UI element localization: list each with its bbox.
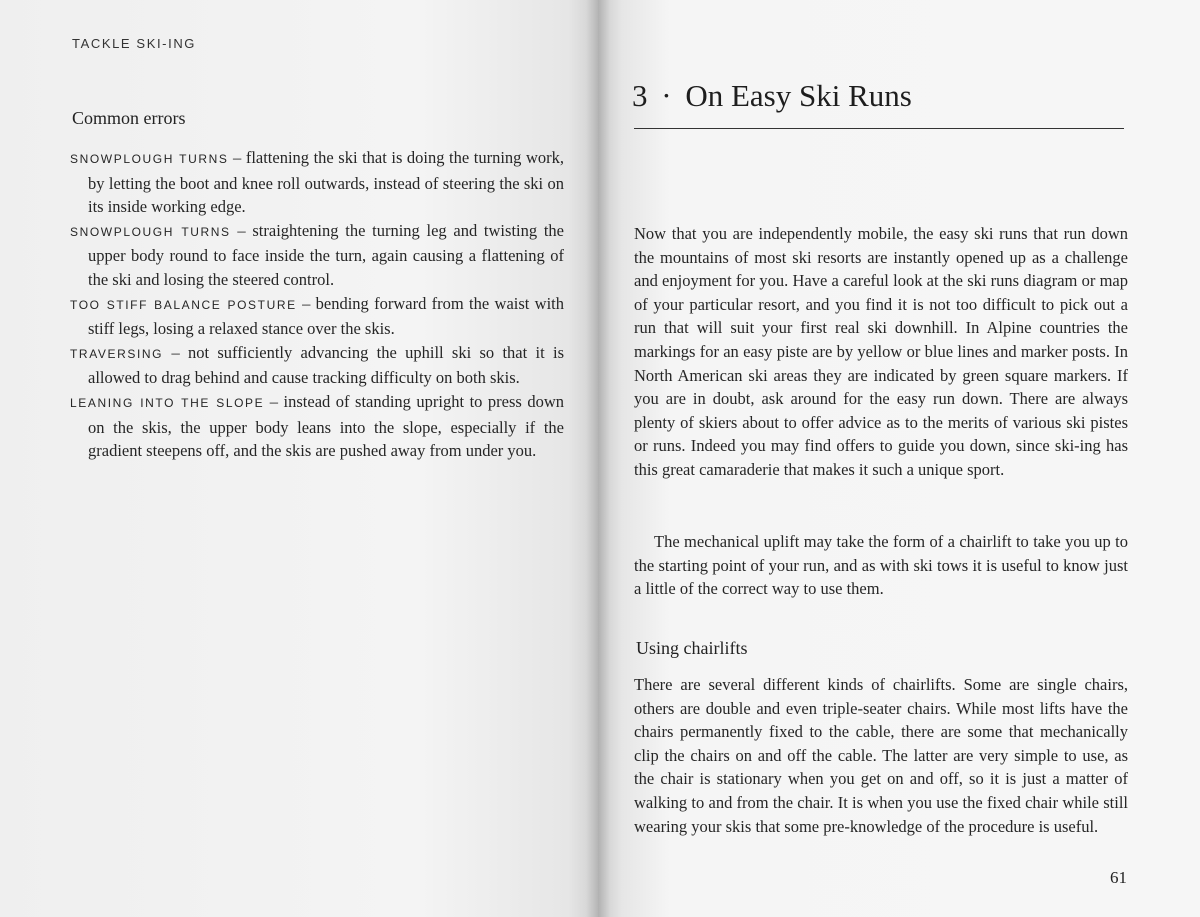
error-text: – flattening the ski that is doing the turning work, by letting the boot and knee roll outwards, instead of steering the ski on its inside working edge.	[88, 148, 564, 217]
chapter-rule	[634, 128, 1124, 129]
common-errors-heading: Common errors	[72, 108, 186, 128]
paragraph-uplift: The mechanical uplift may take the form of a chairlift to take you up to the starting point of your run, and as with ski tows it is useful to know just a little of the correct way to use them.	[634, 532, 1128, 599]
error-item	[70, 390, 564, 463]
error-term: SNOWPLOUGH TURNS	[70, 152, 229, 166]
error-item	[70, 146, 564, 219]
paragraph-chairlifts: There are several different kinds of chairlifts. Some are single chairs, others are double and even triple-seater chairs. While most lifts have the chairs permanently fixed to the cable, there are some that mechanically clip the chairs on and off the cable. The latter are very simple to use, as the chair is stationary when you get on and off, so it is just a matter of walking to and from the chair. It is when you use the fixed chair while still wearing your skis that some pre-knowledge of the procedure is useful.	[634, 675, 1128, 836]
error-text: – straightening the turning leg and twisting the upper body round to face inside the turn, again causing a flattening of the ski and losing the steered control.	[88, 220, 564, 289]
error-text: – instead of standing upright to press down on the skis, the upper body leans into the slope, especially if the gradient steepens off, and the skis are pushed away from under you.	[88, 391, 565, 461]
chapter-separator: ·	[661, 78, 672, 113]
error-term: TRAVERSING	[70, 346, 164, 361]
chapter-number: 3	[632, 78, 648, 113]
common-errors-list	[70, 146, 564, 463]
chapter-title: On Easy Ski Runs	[685, 78, 912, 113]
error-term: SNOWPLOUGH TURNS	[70, 224, 231, 239]
left-page	[0, 0, 598, 917]
page-number: 61	[1110, 868, 1127, 887]
book-gutter	[586, 0, 610, 917]
error-term: TOO STIFF BALANCE POSTURE	[70, 297, 297, 312]
error-text: – not sufficiently advancing the uphill ski so that it is allowed to drag behind and cause tracking difficulty on both skis.	[88, 342, 564, 388]
error-text: – bending forward from the waist with stiff legs, losing a relaxed stance over the skis.	[88, 293, 565, 339]
chapter-heading	[632, 78, 912, 114]
paragraph-intro: Now that you are independently mobile, the easy ski runs that run down the mountains of most ski resorts are instantly opened up as a challenge and enjoyment for you. Have a careful look at the ski runs diagram or map of your particular resort, and you find it is not too difficult to pick out a run that will suit your first real ski downhill. In Alpine countries the markings for an easy piste are by yellow or blue lines and marker posts. In North American ski areas they are indicated by green square markers. If you are in doubt, ask around for the easy run down. There are always plenty of skiers about to offer advice as to the merits of various ski pistes or runs. Indeed you may find offers to guide you down, since ski-ing has this great camaraderie that makes it such a unique sport.	[634, 224, 1128, 479]
running-head: TACKLE SKI-ING	[72, 36, 197, 51]
using-chairlifts-heading: Using chairlifts	[636, 638, 748, 658]
error-item	[70, 292, 564, 341]
error-item	[70, 219, 564, 292]
error-term: LEANING INTO THE SLOPE	[70, 395, 265, 410]
error-item	[70, 341, 564, 390]
